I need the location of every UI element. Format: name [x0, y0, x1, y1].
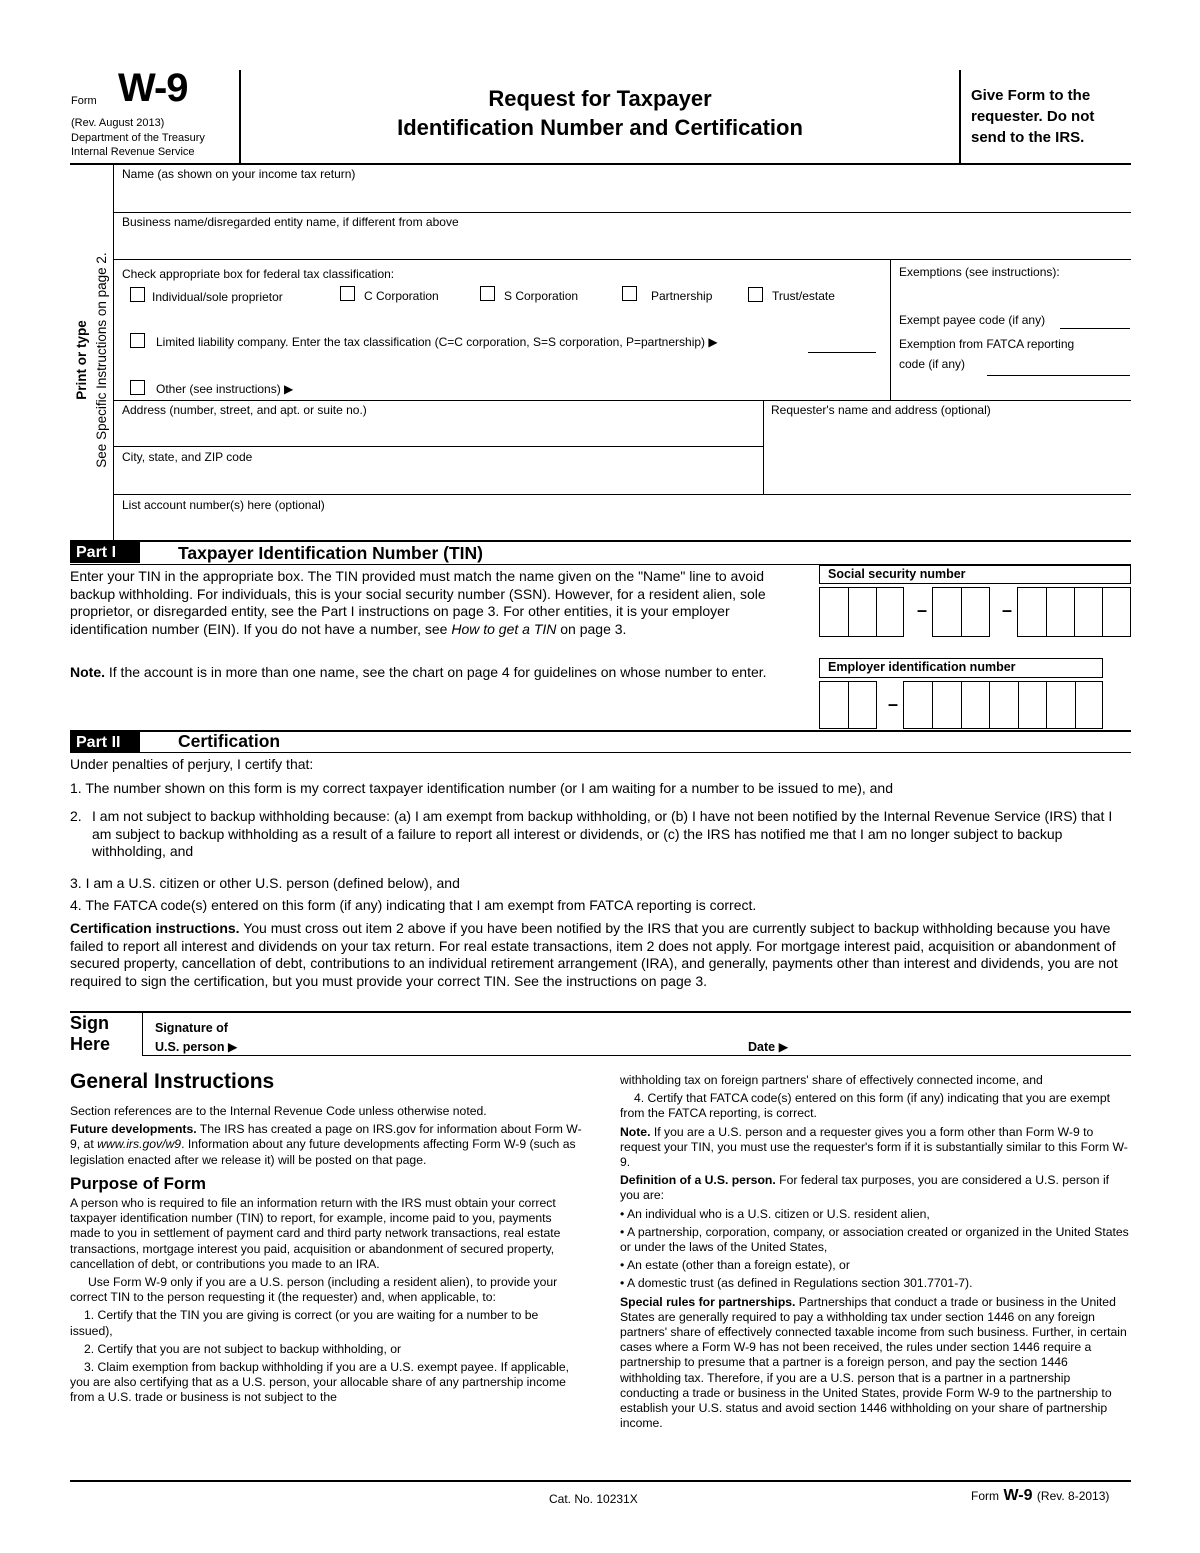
footer-form-id: Form W-9 (Rev. 8-2013) [971, 1487, 1110, 1504]
signature-field[interactable] [250, 1016, 730, 1052]
trust-estate-checkbox[interactable] [748, 287, 763, 302]
s-corporation-checkbox[interactable] [480, 286, 495, 301]
cert-item-4: 4. The FATCA code(s) entered on this form (if any) indicating that I am exempt from FATCA reporting is correct. [70, 897, 757, 913]
signature-label-2: U.S. person ▶ [155, 1040, 238, 1054]
catalog-number: Cat. No. 10231X [549, 1492, 638, 1506]
tin-note: Note. If the account is in more than one name, see the chart on page 4 for guidelines on whose number to enter. [70, 664, 767, 680]
cert-item-1: 1. The number shown on this form is my correct taxpayer identification number (or I am waiting for a number to be issued to me), and [70, 780, 894, 796]
s-corporation-label: S Corporation [504, 289, 579, 303]
individual-label: Individual/sole proprietor [152, 290, 283, 304]
ssn-dash-2: – [1002, 600, 1013, 620]
ein-group-1[interactable] [819, 681, 877, 729]
fatca-label-2: code (if any) [899, 357, 966, 371]
city-field[interactable] [118, 467, 758, 491]
name-field[interactable] [118, 184, 1128, 210]
city-label: City, state, and ZIP code [122, 450, 253, 464]
c-corporation-label: C Corporation [364, 289, 439, 303]
ssn-group-1[interactable] [819, 587, 904, 637]
ssn-dash-1: – [917, 600, 928, 620]
partnership-checkbox[interactable] [622, 286, 637, 301]
date-label: Date ▶ [748, 1040, 789, 1054]
certification-instructions: Certification instructions. You must cross out item 2 above if you have been notified by the IRS that you are currently subject to backup withholding because you have failed to report all interest and dividends on your tax return. For real estate transactions, item 2 does not apply. For mortgage interest paid, acquisition or abandonment of secured property, cancellation of debt, contributions to an individual retirement arrangement (IRA), and generally, payments other than interest and dividends, you are not required to sign the certification, but you must provide your correct TIN. See the instructions on page 3. [70, 920, 1118, 989]
fatca-code-field[interactable] [987, 375, 1130, 376]
part-2-title: Certification [178, 731, 281, 751]
address-field[interactable] [118, 420, 758, 444]
ein-label-box: Employer identification number [819, 658, 1103, 678]
side-instructions: Print or type See Specific Instructions on page 2. [74, 252, 109, 468]
left-column: Section references are to the Internal Revenue Code unless otherwise noted. Future developments. The IRS has created a page on IRS.gov for information about Form W-9, at www.irs.gov/w9. Information about any future developments affecting Form W-9 (such as legislation enacted after we release it) will be posted on that page. Purpose of Form A person who is required to file an information return with the IRS must obtain your correct taxpayer identification number (TIN) to report, for example, income paid to you, payments made to you in settlement of payment card and third party network transactions, real estate transactions, mortgage interest you paid, acquisition or abandonment of secured property, cancellation of debt, or contributions you made to an IRA. Use Form W-9 only if you are a U.S. person (including a resident alien), to provide your correct TIN to the person requesting it (the requester) and, when applicable, to: 1. Certify that the TIN you are giving is correct (or you are waiting for a number to be issued), 2. Certify that you are not subject to backup withholding, or 3. Claim exemption from backup withholding if you are a U.S. exempt payee. If applicable, you are also certifying that as a U.S. person, your allocable share of any partnership income from a U.S. trade or business is not subject to the [70, 1104, 582, 1405]
address-label: Address (number, street, and apt. or suite no.) [122, 403, 367, 417]
exemptions-label: Exemptions (see instructions): [899, 265, 1060, 279]
general-instructions-heading: General Instructions [70, 1070, 275, 1093]
exempt-payee-label: Exempt payee code (if any) [899, 313, 1046, 327]
signature-label-1: Signature of [155, 1021, 228, 1035]
date-field[interactable] [796, 1016, 1126, 1052]
llc-checkbox[interactable] [130, 333, 145, 348]
agency: Internal Revenue Service [71, 146, 195, 158]
business-name-label: Business name/disregarded entity name, if different from above [122, 215, 459, 229]
individual-checkbox[interactable] [130, 287, 145, 302]
perjury-intro: Under penalties of perjury, I certify that: [70, 756, 314, 772]
ein-dash: – [888, 694, 899, 714]
ssn-label-box: Social security number [819, 565, 1131, 584]
exempt-payee-field[interactable] [1060, 328, 1130, 329]
ein-group-2[interactable] [903, 681, 1103, 729]
cert-item-3: 3. I am a U.S. citizen or other U.S. person (defined below), and [70, 875, 460, 891]
department: Department of the Treasury [71, 132, 205, 144]
fatca-label: Exemption from FATCA reporting [899, 337, 1075, 351]
part-2-tag: Part II [70, 731, 140, 753]
ssn-group-3[interactable] [1017, 587, 1131, 637]
llc-classification-field[interactable] [808, 352, 876, 353]
llc-label: Limited liability company. Enter the tax classification (C=C corporation, S=S corporation, P=partnership) ▶ [156, 335, 718, 349]
form-number: W-9 [118, 66, 188, 110]
other-label: Other (see instructions) ▶ [156, 382, 294, 396]
part-1-title: Taxpayer Identification Number (TIN) [178, 543, 483, 563]
other-checkbox[interactable] [130, 380, 145, 395]
form-title: Request for Taxpayer Identification Number and Certification [397, 86, 803, 140]
cert-item-2: I am not subject to backup withholding because: (a) I am exempt from backup withholding, or (b) I have not been notified by the Internal Revenue Service (IRS) that I am subject to backup withholding as a result of a failure to report all interest or dividends, or (c) the IRS has notified me that I am no longer subject to backup withholding, and [92, 808, 1113, 859]
give-form-note: Give Form to the requester. Do not send to the IRS. [971, 87, 1095, 146]
part-1-tag: Part I [70, 541, 140, 563]
business-name-field[interactable] [118, 232, 1128, 258]
tin-instructions: Enter your TIN in the appropriate box. The TIN provided must match the name given on the "Name" line to avoid backup withholding. For individuals, this is your social security number (SSN). However, for a resident alien, sole proprietor, or disregarded entity, see the Part I instructions on page 3. For other entities, it is your employer identification number (EIN). If you do not have a number, see How to get a TIN on page 3. [70, 568, 766, 637]
c-corporation-checkbox[interactable] [340, 286, 355, 301]
cert-item-2-number: 2. [70, 808, 82, 824]
form-word: Form [71, 95, 97, 107]
name-label: Name (as shown on your income tax return) [122, 167, 356, 181]
partnership-label: Partnership [651, 289, 713, 303]
purpose-heading: Purpose of Form [70, 1173, 207, 1193]
revision-date: (Rev. August 2013) [71, 117, 165, 129]
trust-estate-label: Trust/estate [772, 289, 835, 303]
account-field[interactable] [118, 514, 1128, 538]
sign-here-label: Sign Here [70, 1013, 111, 1054]
classification-label: Check appropriate box for federal tax classification: [122, 267, 395, 281]
right-column: withholding tax on foreign partners' share of effectively connected income, and 4. Certify that FATCA code(s) entered on this form (if any) indicating that you are exempt from the FATCA reporting, is correct. Note. If you are a U.S. person and a requester gives you a form other than Form W-9 to request your TIN, you must use the requester's form if it is substantially similar to this Form W-9. Definition of a U.S. person. For federal tax purposes, you are considered a U.S. person if you are: • An individual who is a U.S. citizen or U.S. resident alien, • A partnership, corporation, company, or association created or organized in the United States or under the laws of the United States, • An estate (other than a foreign estate), or • A domestic trust (as defined in Regulations section 301.7701-7). Special rules for partnerships. Partnerships that conduct a trade or business in the United States are generally required to pay a withholding tax under section 1446 on any foreign partners' share of effectively connected taxable income from such business. Further, in certain cases where a Form W-9 has not been received, the rules under section 1446 require a partnership to presume that a partner is a foreign person, and pay the section 1446 withholding tax. Therefore, if you are a U.S. person that is a partner in a partnership conducting a trade or business in the United States, provide Form W-9 to the partnership to establish your U.S. status and avoid section 1446 withholding on your share of partnership income. [620, 1073, 1129, 1431]
ssn-group-2[interactable] [932, 587, 990, 637]
requester-label: Requester's name and address (optional) [771, 403, 991, 417]
requester-field[interactable] [768, 420, 1128, 492]
account-label: List account number(s) here (optional) [122, 498, 325, 512]
